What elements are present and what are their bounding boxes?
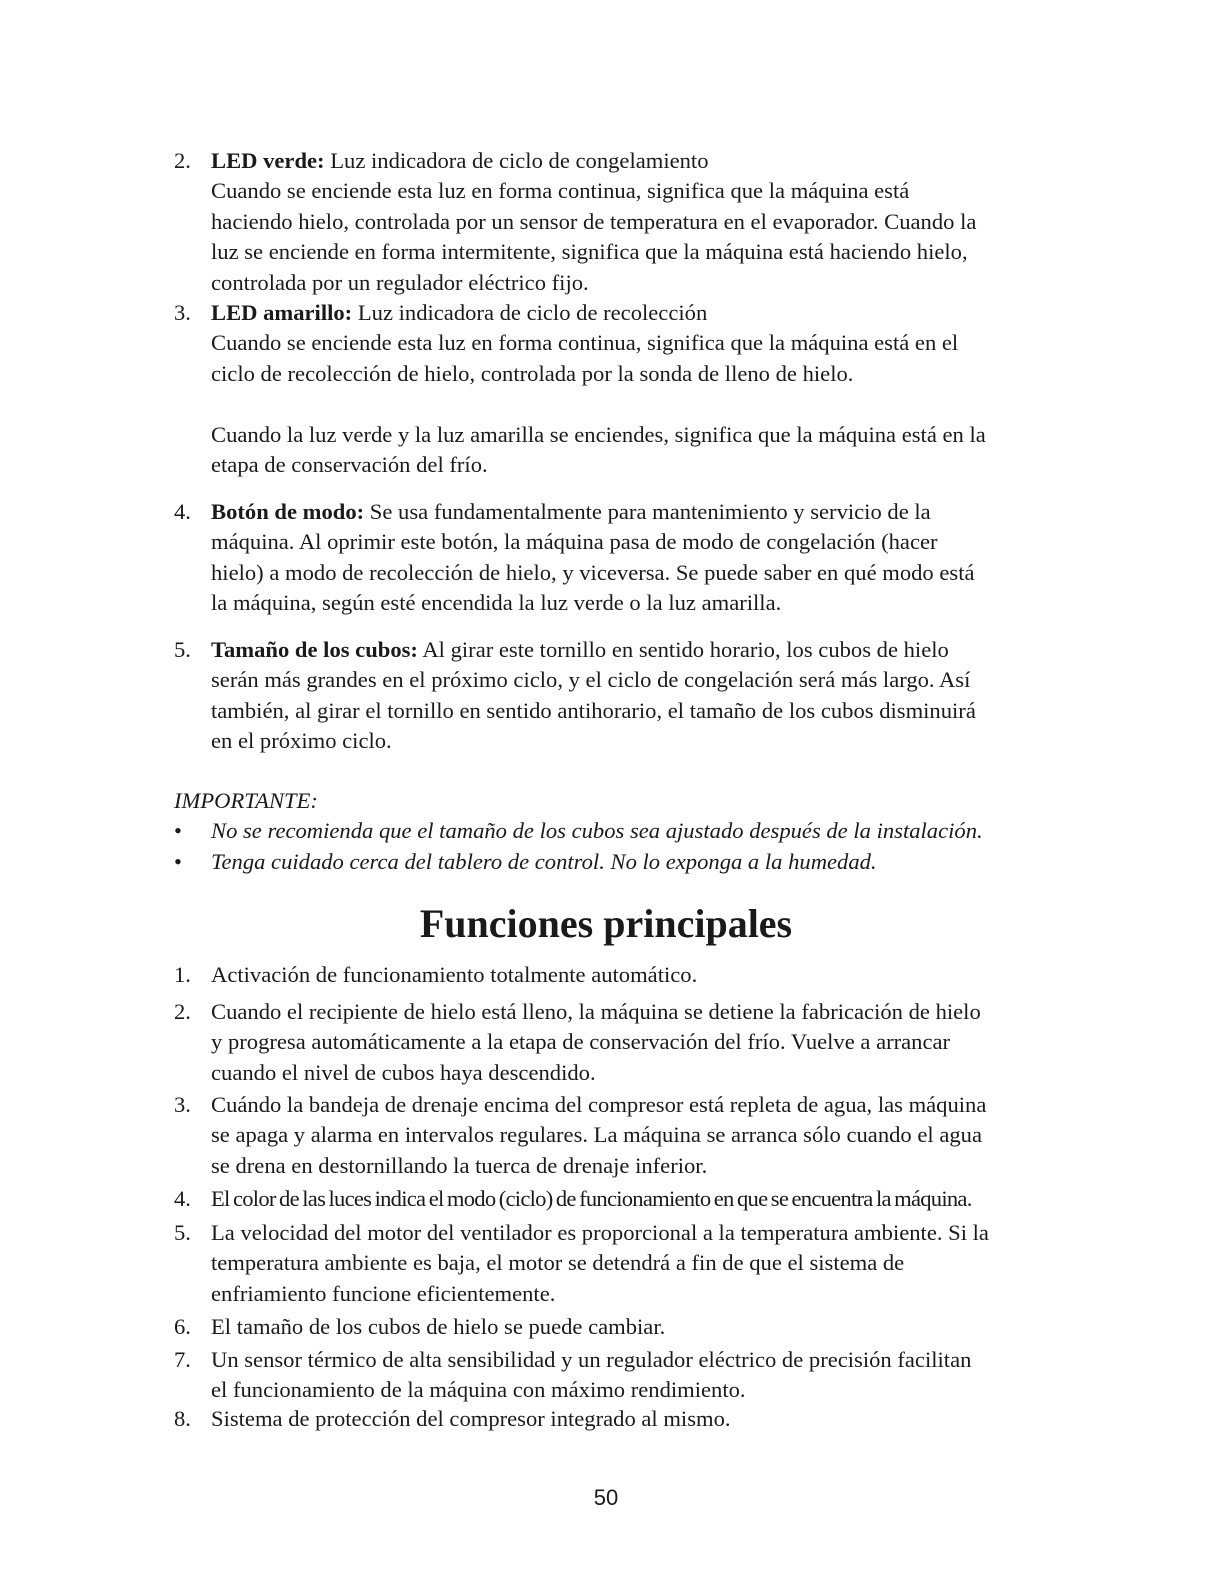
list-item-tamano-cubos	[174, 635, 1054, 757]
list-item-led-amarillo	[174, 298, 1054, 480]
important-bullet: Tenga cuidado cerca del tablero de control. No lo exponga a la humedad.	[211, 848, 877, 874]
text-line: y progresa automáticamente a la etapa de conservación del frío. Vuelve a arrancar	[211, 1029, 951, 1055]
text-line: cuando el nivel de cubos haya descendido.	[211, 1059, 596, 1085]
item-title-rest: Se usa fundamentalmente para mantenimiento y servicio de la	[364, 499, 931, 524]
text-line: hielo) a modo de recolección de hielo, y viceversa. Se puede saber en qué modo está	[211, 559, 975, 585]
list-number: 2.	[174, 999, 191, 1024]
function-item	[174, 1312, 1054, 1342]
bullet-symbol: •	[174, 818, 182, 844]
text-line: Cuándo la bandeja de drenaje encima del compresor está repleta de agua, las máquina	[211, 1092, 987, 1117]
item-title: LED amarillo:	[211, 300, 353, 325]
important-note	[174, 786, 1054, 877]
text-line: Sistema de protección del compresor integrado al mismo.	[211, 1406, 731, 1431]
text-line: Cuando se enciende esta luz en forma continua, significa que la máquina está	[211, 178, 910, 204]
list-item-boton-modo	[174, 497, 1054, 619]
text-line: se apaga y alarma en intervalos regulares. La máquina se arranca sólo cuando el agua	[211, 1122, 982, 1148]
function-item	[174, 1404, 1054, 1434]
text-line: El tamaño de los cubos de hielo se puede cambiar.	[211, 1314, 666, 1339]
text-line: máquina. Al oprimir este botón, la máquina pasa de modo de congelación (hacer	[211, 529, 938, 555]
text-line: luz se enciende en forma intermitente, significa que la máquina está haciendo hielo,	[211, 239, 968, 265]
text-line: el funcionamiento de la máquina con máximo rendimiento.	[211, 1377, 746, 1403]
list-number: 8.	[174, 1406, 191, 1431]
text-line: El color de las luces indica el modo (ciclo) de funcionamiento en que se encuentra la máquina.	[211, 1186, 972, 1211]
text-line: también, al girar el tornillo en sentido antihorario, el tamaño de los cubos disminuirá	[211, 697, 976, 723]
text-line: se drena en destornillando la tuerca de drenaje inferior.	[211, 1152, 708, 1178]
text-line: Cuando la luz verde y la luz amarilla se enciendes, significa que la máquina está en la	[211, 421, 986, 447]
function-item	[174, 960, 1054, 990]
function-item	[174, 1218, 1054, 1309]
function-item	[174, 1184, 1054, 1214]
item-title: Tamaño de los cubos:	[211, 637, 418, 662]
text-line: Cuando el recipiente de hielo está lleno, la máquina se detiene la fabricación de hielo	[211, 999, 981, 1024]
item-title: Botón de modo:	[211, 499, 365, 524]
function-item	[174, 1090, 1054, 1181]
text-line: ciclo de recolección de hielo, controlada por la sonda de lleno de hielo.	[211, 360, 854, 386]
item-title-rest: Luz indicadora de ciclo de congelamiento	[324, 148, 709, 173]
item-title: LED verde:	[211, 148, 325, 173]
important-label: IMPORTANTE:	[174, 788, 318, 813]
list-number: 6.	[174, 1314, 191, 1339]
list-item-led-verde	[174, 146, 1054, 298]
text-line: Cuando se enciende esta luz en forma continua, significa que la máquina está en el	[211, 330, 959, 356]
text-line: temperatura ambiente es baja, el motor se detendrá a fin de que el sistema de	[211, 1250, 905, 1276]
list-number: 7.	[174, 1347, 191, 1372]
text-line: enfriamiento funcione eficientemente.	[211, 1280, 556, 1306]
text-line: serán más grandes en el próximo ciclo, y el ciclo de congelación será más largo. Así	[211, 667, 971, 693]
text-line: haciendo hielo, controlada por un sensor de temperatura en el evaporador. Cuando la	[211, 208, 977, 234]
important-bullet: No se recomienda que el tamaño de los cubos sea ajustado después de la instalación.	[211, 818, 983, 844]
text-line: en el próximo ciclo.	[211, 728, 392, 754]
item-title-rest: Al girar este tornillo en sentido horario, los cubos de hielo	[417, 637, 949, 662]
function-item	[174, 1345, 1054, 1406]
text-line: Activación de funcionamiento totalmente automático.	[211, 962, 698, 987]
list-number: 5.	[174, 637, 191, 662]
section-heading: Funciones principales	[419, 901, 793, 946]
list-number: 2.	[174, 148, 191, 173]
text-line: La velocidad del motor del ventilador es proporcional a la temperatura ambiente. Si la	[211, 1220, 989, 1245]
function-item	[174, 997, 1054, 1088]
list-number: 5.	[174, 1220, 191, 1245]
list-number: 3.	[174, 1092, 191, 1117]
bullet-symbol: •	[174, 848, 182, 874]
list-number: 4.	[174, 499, 191, 524]
text-line: la máquina, según esté encendida la luz verde o la luz amarilla.	[211, 590, 782, 616]
item-title-rest: Luz indicadora de ciclo de recolección	[352, 300, 708, 325]
text-line: Un sensor térmico de alta sensibilidad y un regulador eléctrico de precisión facilitan	[211, 1347, 972, 1372]
text-line: controlada por un regulador eléctrico fijo.	[211, 269, 589, 295]
list-number: 3.	[174, 300, 191, 325]
text-line: etapa de conservación del frío.	[211, 452, 488, 478]
page-number: 50	[593, 1485, 619, 1510]
list-number: 1.	[174, 962, 191, 987]
list-number: 4.	[174, 1186, 191, 1211]
